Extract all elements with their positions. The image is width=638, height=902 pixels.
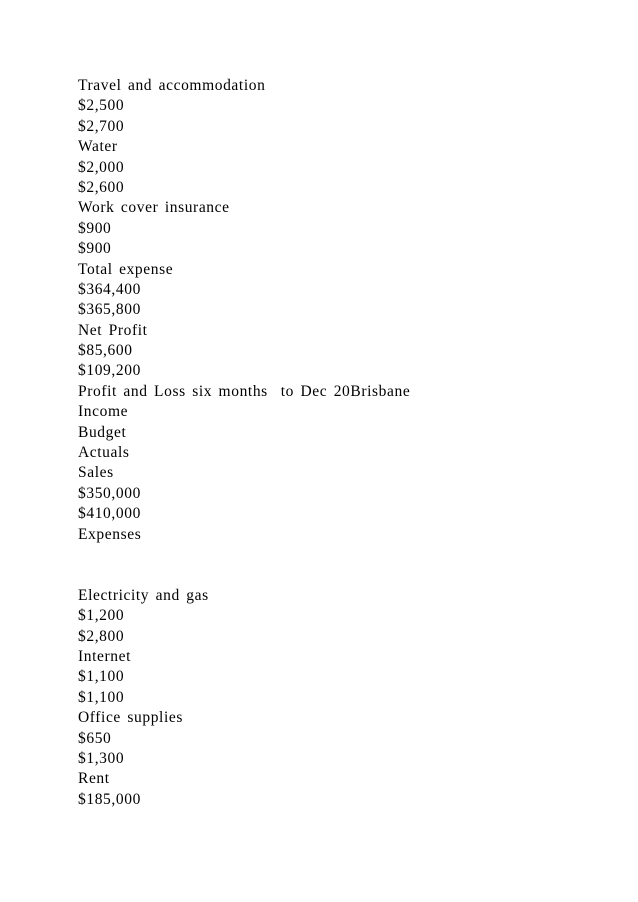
text-line: $185,000 [78,790,141,808]
text-line: $1,200 [78,607,125,625]
text-line: $900 [78,219,112,237]
text-line: Total expense [78,260,174,278]
text-line: Net Profit [78,321,148,339]
text-line: Actuals [78,444,130,462]
text-line: $650 [78,729,112,747]
text-line: $85,600 [78,342,133,360]
text-line: Travel and accommodation [78,77,266,94]
text-line: Office supplies [78,709,183,727]
blank-line [78,545,410,565]
text-line: $410,000 [78,505,141,523]
text-line: Sales [78,464,114,482]
text-line: $365,800 [78,301,141,319]
text-line: $1,100 [78,668,125,686]
text-line: Electricity and gas [78,586,209,604]
text-line: Work cover insurance [78,199,230,217]
text-line: $2,600 [78,178,125,196]
text-line: $2,000 [78,158,125,176]
text-line: $2,500 [78,97,125,115]
text-line: $900 [78,240,112,258]
text-line: $1,100 [78,688,125,706]
text-line: Budget [78,423,127,441]
text-line: $109,200 [78,362,141,380]
text-line: $2,700 [78,117,125,135]
text-line: $364,400 [78,280,141,298]
text-line: Water [78,138,118,156]
text-line: $1,300 [78,749,125,767]
blank-line [78,565,410,585]
section-heading: Profit and Loss six months to Dec 20Brisbane [78,382,411,400]
text-line: Internet [78,647,131,665]
text-line: Income [78,403,129,421]
text-line: Expenses [78,525,142,543]
text-line: $350,000 [78,484,141,502]
text-line: Rent [78,770,110,788]
document-text-lines [78,76,410,810]
text-line: $2,800 [78,627,125,645]
